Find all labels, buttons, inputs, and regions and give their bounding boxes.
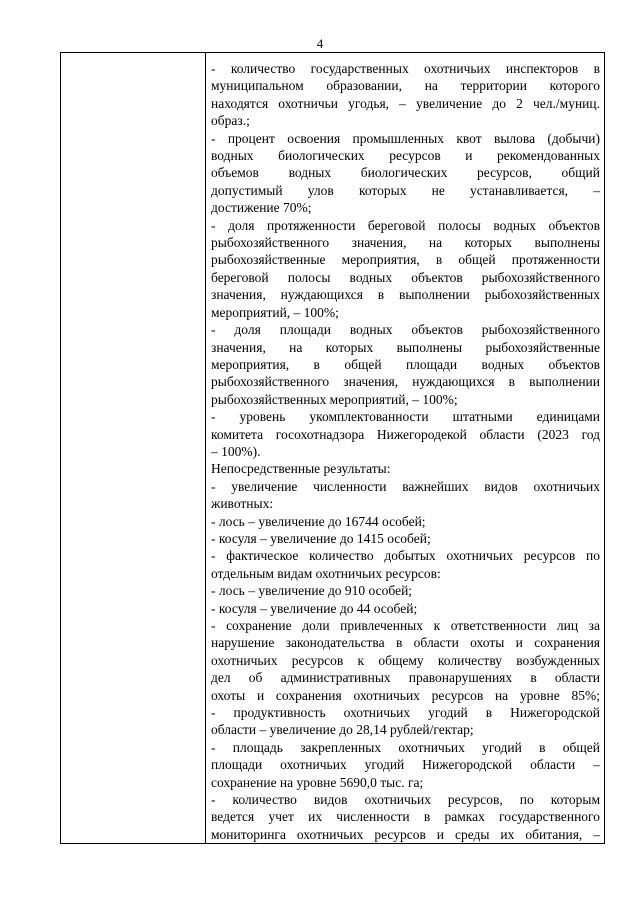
text-line: находятся охотничьи угодья, – увеличение до 2 чел./муниц. bbox=[211, 95, 600, 111]
text-line: - лось – увеличение до 16744 особей; bbox=[211, 513, 426, 529]
text-line: дел об административных правонарушениях в области bbox=[211, 670, 600, 686]
text-line: - доля площади водных объектов рыбохозяйственного bbox=[211, 322, 600, 338]
text-line: рыбохозяйственного значения, на которых выполнены bbox=[211, 235, 600, 251]
text-line: - увеличение численности важнейших видов охотничьих bbox=[211, 478, 600, 494]
text-line: охоты и сохранения охотничьих ресурсов на уровне 85%; bbox=[211, 687, 600, 703]
text-line: водных биологических ресурсов и рекомендованных bbox=[211, 148, 600, 164]
text-line: рыбохозяйственного значения, нуждающихся в выполнении bbox=[211, 374, 600, 390]
text-line: ведется учет их численности в рамках государственного bbox=[211, 809, 600, 825]
text-line: муниципальном образовании, на территории которого bbox=[211, 78, 600, 94]
text-line: сохранение на уровне 5690,0 тыс. га; bbox=[211, 774, 424, 790]
text-line: образ.; bbox=[211, 113, 250, 129]
text-line: - продуктивность охотничьих угодий в Нижегородской bbox=[211, 705, 600, 721]
table-right-cell bbox=[206, 53, 604, 843]
text-line: отдельным видам охотничьих ресурсов: bbox=[211, 565, 441, 581]
text-line: - количество государственных охотничьих инспекторов в bbox=[211, 61, 600, 76]
page-number: 4 bbox=[316, 36, 324, 51]
text-line: значения, на которых выполнены рыбохозяйственные bbox=[211, 339, 600, 355]
text-line: достижение 70%; bbox=[211, 200, 312, 216]
text-line: береговой полосы водных объектов рыбохозяйственного bbox=[211, 269, 600, 285]
text-line: нарушение законодательства в области охоты и сохранения bbox=[211, 635, 600, 651]
text-line: – 100%). bbox=[211, 443, 261, 459]
text-line: - площадь закрепленных охотничьих угодий в общей bbox=[211, 739, 600, 755]
text-line: допустимый улов которых не устанавливается, – bbox=[211, 182, 600, 198]
text-line: рыбохозяйственных мероприятий, – 100%; bbox=[211, 391, 458, 407]
text-line: - лось – увеличение до 910 особей; bbox=[211, 583, 413, 599]
text-line: - косуля – увеличение до 1415 особей; bbox=[211, 530, 431, 546]
text-line: значения, нуждающихся в выполнении рыбохозяйственных bbox=[211, 287, 600, 303]
text-line: мероприятий, – 100%; bbox=[211, 304, 339, 320]
text-line: - уровень укомплектованности штатными единицами bbox=[211, 409, 600, 425]
text-line: - доля протяженности береговой полосы водных объектов bbox=[211, 217, 600, 233]
table-left-cell bbox=[61, 53, 206, 843]
text-line: Непосредственные результаты: bbox=[211, 461, 391, 477]
text-line: мониторинга охотничьих ресурсов и среды их обитания, – bbox=[211, 826, 600, 842]
text-line: охотничьих ресурсов к общему количеству возбужденных bbox=[211, 652, 600, 668]
text-line: области – увеличение до 28,14 рублей/гектар; bbox=[211, 722, 474, 738]
document-table bbox=[60, 52, 605, 844]
text-line: объемов водных биологических ресурсов, общий bbox=[211, 165, 600, 181]
text-line: комитета госохотнадзора Нижегородекой области (2023 год bbox=[211, 426, 600, 442]
text-line: мероприятия, в общей площади водных объектов bbox=[211, 356, 600, 372]
text-line: - косуля – увеличение до 44 особей; bbox=[211, 600, 418, 616]
text-line: - фактическое количество добытых охотничьих ресурсов по bbox=[211, 548, 600, 564]
text-line: рыбохозяйственные мероприятия, в общей протяженности bbox=[211, 252, 600, 268]
text-line: площади охотничьих угодий Нижегородской области – bbox=[211, 757, 600, 773]
text-line: - количество видов охотничьих ресурсов, по которым bbox=[211, 792, 600, 808]
text-line: - сохранение доли привлеченных к ответственности лиц за bbox=[211, 618, 600, 633]
text-line: животных: bbox=[211, 496, 274, 512]
text-line: - процент освоения промышленных квот вылова (добычи) bbox=[211, 130, 600, 146]
